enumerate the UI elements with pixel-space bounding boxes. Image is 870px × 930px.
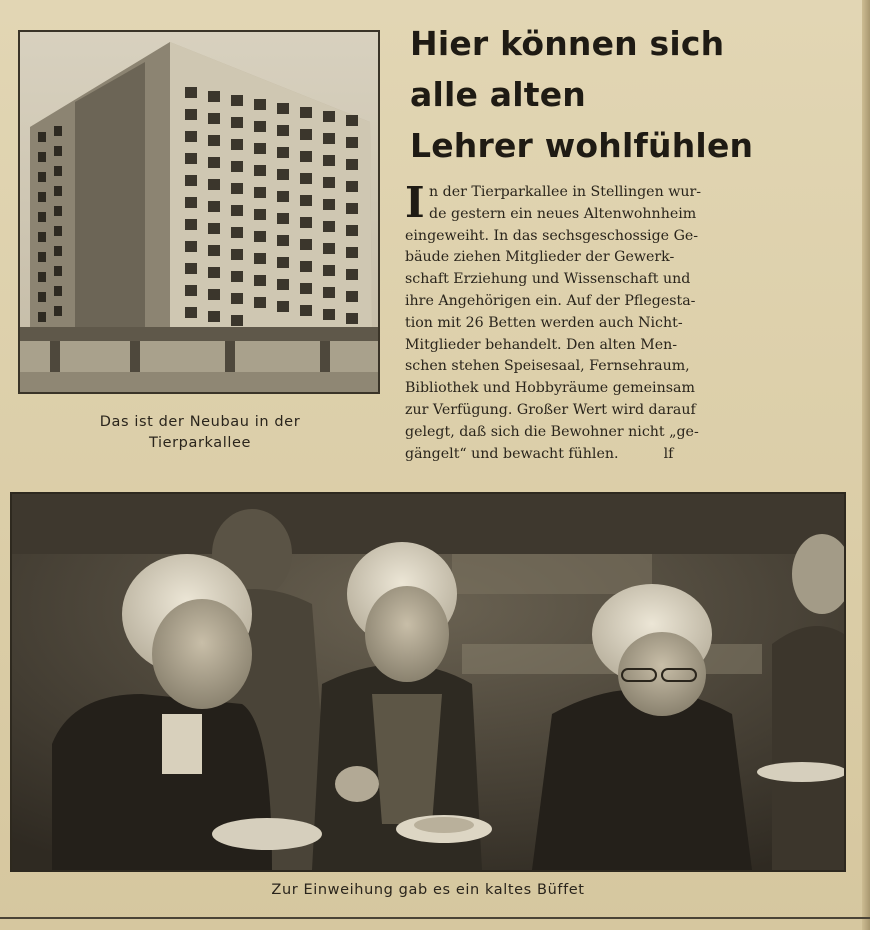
building-window bbox=[208, 245, 220, 256]
building-window bbox=[54, 166, 62, 176]
building-window bbox=[231, 205, 243, 216]
building-window bbox=[323, 287, 335, 298]
building-window bbox=[208, 91, 220, 102]
building-window bbox=[231, 95, 243, 106]
building-window bbox=[277, 191, 289, 202]
building-window bbox=[208, 311, 220, 322]
building-window bbox=[185, 197, 197, 208]
buffet-scene-illustration bbox=[12, 494, 844, 870]
building-window bbox=[54, 306, 62, 316]
building-window bbox=[54, 266, 62, 276]
building-window bbox=[300, 151, 312, 162]
caption-line: Das ist der Neubau in der bbox=[99, 414, 301, 430]
building-window bbox=[185, 87, 197, 98]
building-window bbox=[38, 312, 46, 322]
building-window bbox=[346, 181, 358, 192]
body-line: n der Tierparkallee in Stellingen wur- bbox=[429, 184, 702, 200]
building-window bbox=[277, 213, 289, 224]
building-window bbox=[54, 246, 62, 256]
building-window bbox=[208, 201, 220, 212]
building-window bbox=[254, 275, 266, 286]
building-window bbox=[231, 293, 243, 304]
building-window bbox=[346, 269, 358, 280]
building-window bbox=[38, 152, 46, 162]
building-window bbox=[300, 173, 312, 184]
headline-line: alle alten bbox=[410, 75, 586, 114]
building-window bbox=[185, 241, 197, 252]
caption-line: Tierparkallee bbox=[148, 435, 252, 451]
building-window bbox=[185, 285, 197, 296]
building-window bbox=[231, 139, 243, 150]
headline-line: Hier können sich bbox=[410, 24, 725, 63]
building-window bbox=[277, 147, 289, 158]
body-line: eingeweiht. In das sechsgeschossige Ge- bbox=[405, 227, 699, 244]
body-line: gängelt“ und bewacht fühlen. lf bbox=[405, 445, 674, 462]
building-window bbox=[277, 103, 289, 114]
building-window bbox=[185, 153, 197, 164]
building-window bbox=[38, 132, 46, 142]
building-window bbox=[38, 232, 46, 242]
building-window bbox=[38, 272, 46, 282]
building-window bbox=[300, 217, 312, 228]
body-line: Mitglieder behandelt. Den alten Men- bbox=[405, 336, 678, 353]
building-window bbox=[208, 179, 220, 190]
building-window bbox=[208, 135, 220, 146]
building-window bbox=[208, 157, 220, 168]
column-rule bbox=[0, 917, 870, 919]
building-window bbox=[54, 206, 62, 216]
building-window bbox=[277, 169, 289, 180]
building-window bbox=[185, 307, 197, 318]
building-window bbox=[300, 107, 312, 118]
building-window bbox=[323, 177, 335, 188]
building-window bbox=[254, 231, 266, 242]
building-window bbox=[38, 252, 46, 262]
body-line: schaft Erziehung und Wissenschaft und bbox=[405, 271, 691, 288]
building-window bbox=[208, 289, 220, 300]
body-line: de gestern ein neues Altenwohnheim bbox=[429, 205, 697, 222]
building-window bbox=[231, 227, 243, 238]
building-window bbox=[346, 313, 358, 324]
building-window bbox=[277, 301, 289, 312]
building-window bbox=[231, 183, 243, 194]
building-window bbox=[38, 192, 46, 202]
buffet-photo-caption: Zur Einweihung gab es ein kaltes Büffet bbox=[271, 882, 585, 898]
building-window bbox=[277, 235, 289, 246]
building-window bbox=[185, 175, 197, 186]
building-window bbox=[254, 121, 266, 132]
building-window bbox=[254, 187, 266, 198]
building-window bbox=[185, 131, 197, 142]
building-window bbox=[323, 265, 335, 276]
building-window bbox=[277, 279, 289, 290]
building-window bbox=[254, 143, 266, 154]
body-line: bäude ziehen Mitglieder der Gewerk- bbox=[405, 249, 675, 266]
building-window bbox=[185, 263, 197, 274]
buffet-photo bbox=[10, 492, 846, 872]
building-window bbox=[254, 253, 266, 264]
building-window bbox=[300, 239, 312, 250]
paper-edge bbox=[862, 0, 870, 930]
body-line: ihre Angehörigen ein. Auf der Pflegesta- bbox=[405, 292, 696, 309]
body-line: gelegt, daß sich die Bewohner nicht „ge- bbox=[405, 423, 699, 440]
building-window bbox=[323, 199, 335, 210]
building-window bbox=[208, 113, 220, 124]
building-window bbox=[185, 109, 197, 120]
building-window bbox=[185, 219, 197, 230]
building-window bbox=[277, 257, 289, 268]
building-window bbox=[323, 111, 335, 122]
body-line: tion mit 26 Betten werden auch Nicht- bbox=[405, 314, 683, 331]
building-window bbox=[254, 209, 266, 220]
building-window bbox=[300, 261, 312, 272]
building-window bbox=[300, 195, 312, 206]
building-window bbox=[54, 126, 62, 136]
building-window bbox=[323, 155, 335, 166]
building-window bbox=[277, 125, 289, 136]
body-line: Bibliothek und Hobbyräume gemeinsam bbox=[405, 380, 695, 397]
building-window bbox=[208, 223, 220, 234]
building-window bbox=[231, 271, 243, 282]
drop-cap: I bbox=[405, 178, 425, 227]
building-window bbox=[323, 133, 335, 144]
building-window bbox=[38, 292, 46, 302]
building-window bbox=[54, 186, 62, 196]
building-window bbox=[323, 309, 335, 320]
building-window bbox=[208, 267, 220, 278]
headline-line: Lehrer wohlfühlen bbox=[410, 126, 754, 165]
building-window bbox=[300, 305, 312, 316]
building-window bbox=[323, 221, 335, 232]
building-window bbox=[231, 315, 243, 326]
building-photo-caption bbox=[50, 412, 350, 454]
article-body bbox=[405, 178, 853, 465]
building-window bbox=[54, 146, 62, 156]
building-window bbox=[38, 172, 46, 182]
building-window bbox=[346, 225, 358, 236]
building-window bbox=[346, 203, 358, 214]
building-window bbox=[346, 247, 358, 258]
building-window bbox=[231, 117, 243, 128]
building-illustration bbox=[20, 32, 378, 392]
building-window bbox=[346, 159, 358, 170]
building-window bbox=[346, 137, 358, 148]
building-window bbox=[346, 291, 358, 302]
building-window bbox=[54, 286, 62, 296]
building-window bbox=[231, 161, 243, 172]
body-line: schen stehen Speisesaal, Fernsehraum, bbox=[405, 358, 690, 375]
article-headline bbox=[410, 18, 860, 171]
building-photo bbox=[18, 30, 380, 394]
building-window bbox=[254, 165, 266, 176]
building-window bbox=[254, 297, 266, 308]
building-window bbox=[346, 115, 358, 126]
building-window bbox=[323, 243, 335, 254]
building-window bbox=[38, 212, 46, 222]
body-line: zur Verfügung. Großer Wert wird darauf bbox=[405, 401, 696, 418]
building-window bbox=[300, 129, 312, 140]
building-window bbox=[54, 226, 62, 236]
building-window bbox=[231, 249, 243, 260]
building-window bbox=[300, 283, 312, 294]
building-window bbox=[254, 99, 266, 110]
